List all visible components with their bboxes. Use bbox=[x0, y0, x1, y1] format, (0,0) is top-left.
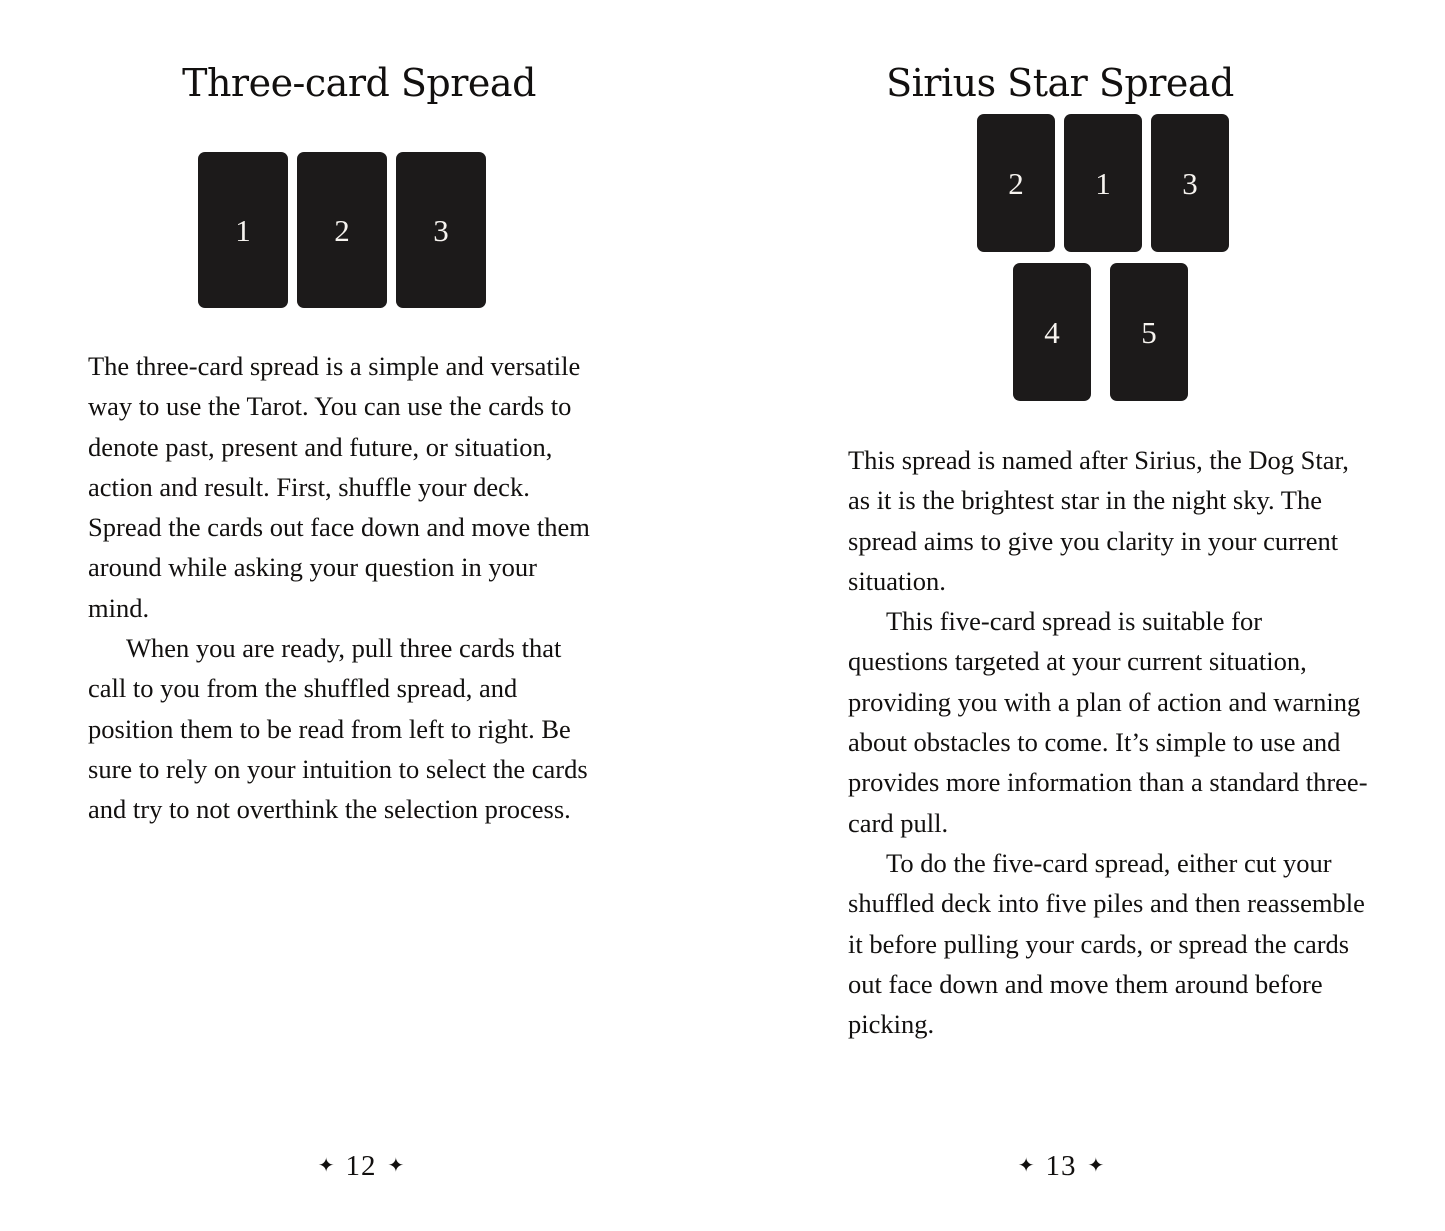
card-number-label: 3 bbox=[1182, 165, 1198, 201]
star-ornament-icon: ✦ bbox=[387, 1155, 405, 1177]
right-page bbox=[722, 0, 1444, 1231]
page-number: 12 bbox=[345, 1150, 377, 1182]
folio-right bbox=[700, 1149, 1422, 1183]
paragraph: The three-card spread is a simple and versatile way to use the Tarot. You can use the cards to denote past, present and future, or situation, action and result. First, shuffle your deck. Spread the cards out face down and move them around while asking your question in your mind. bbox=[88, 351, 590, 623]
tarot-card-5 bbox=[1110, 263, 1188, 401]
tarot-card-4 bbox=[1013, 263, 1091, 401]
paragraph: This spread is named after Sirius, the Dog Star, as it is the brightest star in the night sky. The spread aims to give you clarity in your current situation. bbox=[848, 445, 1349, 596]
card-number-label: 2 bbox=[1008, 165, 1024, 201]
star-ornament-icon: ✦ bbox=[317, 1155, 335, 1177]
tarot-card-3 bbox=[396, 152, 486, 308]
page-title-three-card-spread: Three-card Spread bbox=[182, 61, 536, 105]
paragraph: This five-card spread is suitable for questions targeted at your current situation, providing you with a plan of action and warning about obstacles to come. It’s simple to use and provides more information than a standard three-card pull. bbox=[848, 606, 1368, 838]
card-number-label: 2 bbox=[334, 212, 350, 248]
star-ornament-icon: ✦ bbox=[1017, 1155, 1035, 1177]
paragraph: When you are ready, pull three cards that call to you from the shuffled spread, and position them to be read from left to right. Be sure to rely on your intuition to select the cards and try to not overthink the selection process. bbox=[88, 633, 588, 825]
tarot-card-2 bbox=[297, 152, 387, 308]
tarot-card-1 bbox=[198, 152, 288, 308]
card-number-label: 1 bbox=[1095, 165, 1111, 201]
card-number-label: 3 bbox=[433, 212, 449, 248]
star-ornament-icon: ✦ bbox=[1087, 1155, 1105, 1177]
page-title-sirius-star-spread: Sirius Star Spread bbox=[886, 61, 1234, 105]
left-page bbox=[0, 0, 722, 1231]
folio-left bbox=[0, 1149, 722, 1183]
left-page-body-text bbox=[88, 346, 598, 830]
tarot-card-2 bbox=[977, 114, 1055, 252]
card-number-label: 4 bbox=[1044, 314, 1060, 350]
tarot-card-1 bbox=[1064, 114, 1142, 252]
tarot-card-3 bbox=[1151, 114, 1229, 252]
card-number-label: 5 bbox=[1141, 314, 1157, 350]
page-number: 13 bbox=[1045, 1150, 1077, 1182]
card-number-label: 1 bbox=[235, 212, 251, 248]
right-page-body-text bbox=[848, 440, 1368, 1044]
paragraph: To do the five-card spread, either cut your shuffled deck into five piles and then reassemble it before pulling your cards, or spread the cards out face down and move them around before picking. bbox=[848, 847, 1365, 1040]
